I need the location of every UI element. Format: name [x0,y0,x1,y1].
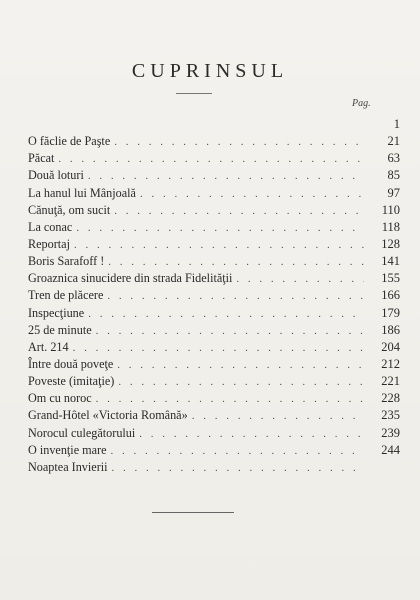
toc-entry [28,133,400,150]
toc-entry-title: Între două poveţe [28,356,114,371]
toc-dot-leader [114,134,364,151]
toc-entry-page: 166 [381,288,400,303]
toc-entry [28,442,400,459]
toc-entry-page: 179 [381,305,400,320]
toc-dot-leader [88,168,364,185]
toc-dot-leader [73,340,364,357]
toc-dot-leader [58,151,364,168]
toc-entry [28,219,400,236]
toc-entry-title: Tren de plăcere [28,288,104,303]
toc-entry-title: Boris Sarafoff ! [28,254,105,269]
toc-entry-title: La conac [28,219,73,234]
toc-dot-leader [76,220,364,237]
bottom-divider [152,512,234,513]
toc-dot-leader [139,426,364,443]
page-title: CUPRINSUL [131,60,289,82]
toc-entry [28,150,400,167]
toc-entry-page: 235 [381,408,400,423]
toc-entry [28,202,400,219]
toc-dot-leader [111,443,364,460]
toc-entry [28,356,400,373]
toc-dot-leader [114,203,364,220]
toc-dot-leader [112,460,364,477]
toc-entry-page: 239 [381,425,400,440]
toc-entry [28,459,400,476]
table-of-contents [28,116,400,476]
toc-dot-leader [107,288,364,305]
toc-entry-title: Om cu noroc [28,391,92,406]
toc-dot-leader [140,186,364,203]
toc-dot-leader [88,306,364,323]
toc-dot-leader [74,237,364,254]
toc-entry-page: 97 [387,185,400,200]
toc-entry-page: 141 [381,254,400,269]
toc-entry-page: 155 [381,271,400,286]
toc-entry-title: Groaznica sinucidere din strada Fidelităţii [28,271,233,286]
toc-entry-title: Norocul culegătorului [28,425,136,440]
toc-dot-leader [117,357,364,374]
toc-entry-page: 221 [381,374,400,389]
toc-dot-leader [192,408,364,425]
toc-entry [28,390,400,407]
toc-entry [28,167,400,184]
toc-entry [28,373,400,390]
toc-entry [28,425,400,442]
toc-entry [28,270,400,287]
toc-dot-leader [236,271,364,288]
toc-entry-page: 21 [387,134,400,149]
toc-entry-page: 110 [381,202,400,217]
title-divider [176,93,212,94]
toc-entry-page: 1 [393,117,400,131]
toc-dot-leader [96,323,364,340]
toc-entry [28,407,400,424]
toc-entry [28,287,400,304]
toc-entry-title: Grand-Hôtel «Victoria Română» [28,408,188,423]
toc-entry-page: 228 [381,391,400,406]
toc-entry-title: Păcat [28,151,55,166]
toc-entry-page: 204 [381,339,400,354]
toc-entry-page: 63 [387,151,400,166]
toc-entry-title: Cănuţă, om sucit [28,202,111,217]
toc-entry-title: Două loturi [28,168,84,183]
toc-entry-title: Inspecţiune [28,305,85,320]
toc-entry-page: 186 [381,322,400,337]
toc-entry [28,305,400,322]
toc-entry-title: Poveste (imitaţie) [28,374,115,389]
toc-entry [28,339,400,356]
toc-dot-leader [118,374,364,391]
toc-entry-title: Reportaj [28,236,70,251]
toc-entry-title: O făclie de Paşte [28,134,111,149]
toc-entry-title: Noaptea Invierii [28,459,108,474]
toc-dot-leader [96,391,364,408]
toc-entry-page: 85 [387,168,400,183]
toc-dot-leader [108,254,364,271]
toc-entry-page: 128 [381,236,400,251]
toc-entry [28,322,400,339]
toc-entry [28,185,400,202]
toc-entry-page: 212 [381,356,400,371]
toc-entry-page: 244 [381,442,400,457]
toc-entry-title: Art. 214 [28,339,69,354]
toc-entry-title: 25 de minute [28,322,92,337]
toc-entry-title: O invenţie mare [28,442,107,457]
toc-entry [28,253,400,270]
toc-entry [28,116,400,133]
page-column-label: Pag. [352,98,371,109]
toc-entry-title: La hanul lui Mânjoală [28,185,136,200]
toc-entry [28,236,400,253]
toc-entry-page: 118 [381,219,400,234]
